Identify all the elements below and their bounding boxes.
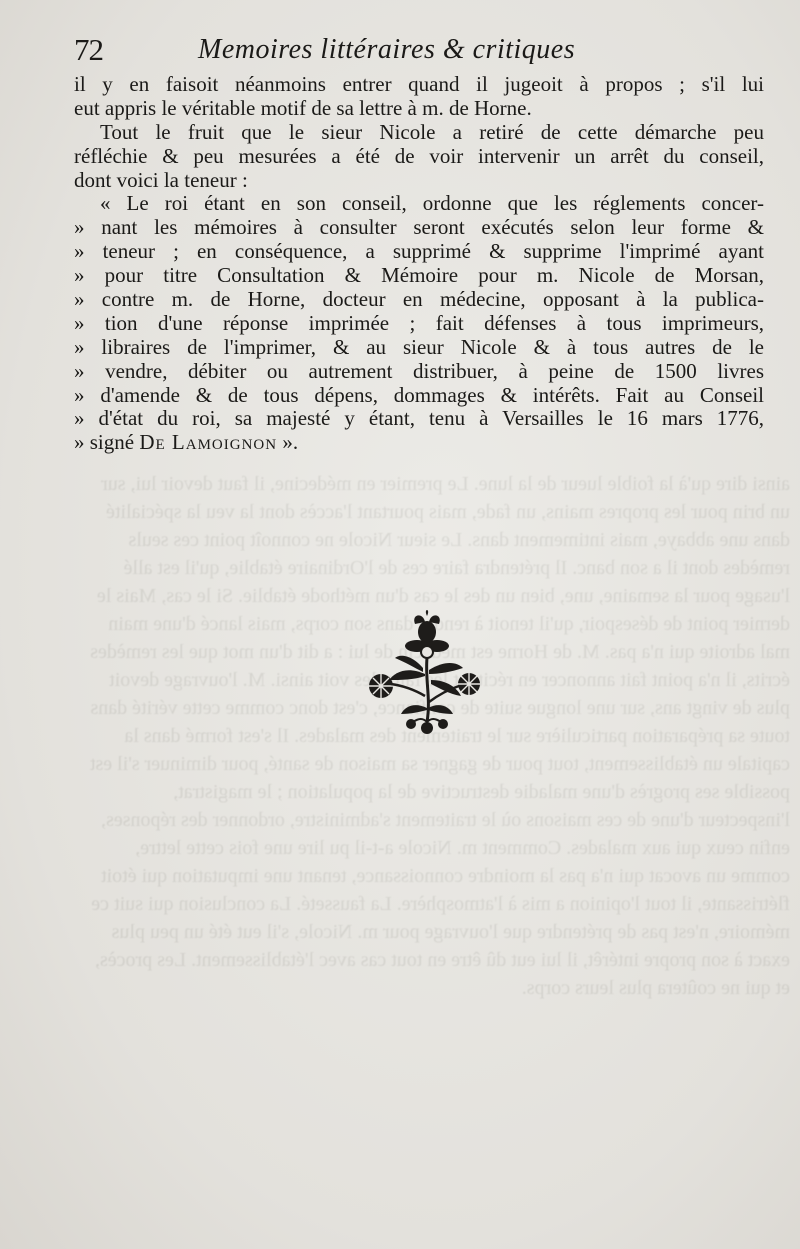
quote-line: « Le roi étant en son conseil, ordonne que les réglements concer-	[100, 192, 764, 216]
quote-line: » contre m. de Horne, docteur en médecine, opposant à la publica-	[74, 288, 764, 312]
page-number: 72	[74, 32, 103, 67]
text-line: réfléchie & peu mesurées a été de voir intervenir un arrêt du conseil,	[74, 144, 764, 168]
text-line: Tout le fruit que le sieur Nicole a retiré de cette démarche peu	[100, 120, 764, 144]
quote-line: » teneur ; en conséquence, a supprimé & supprime l'imprimé ayant	[74, 240, 764, 264]
quote-line: » nant les mémoires à consulter seront exécutés selon leur forme &	[74, 216, 764, 240]
body-text	[74, 73, 764, 455]
quote-line: » d'amende & de tous dépens, dommages & intérêts. Fait au Conseil	[74, 383, 764, 407]
quote-line: » signé De Lamoignon ».	[74, 431, 299, 455]
text-line: eut appris le véritable motif de sa lettre à m. de Horne.	[74, 96, 532, 120]
quote-line: » d'état du roi, sa majesté y étant, tenu à Versailles le 16 mars 1776,	[74, 407, 764, 431]
quote-line: » pour titre Consultation & Mémoire pour m. Nicole de Morsan,	[74, 264, 764, 288]
quote-line: » tion d'une réponse imprimée ; fait défenses à tous imprimeurs,	[74, 311, 764, 335]
running-title: Memoires littéraires & critiques	[198, 34, 576, 65]
page-header	[74, 32, 764, 72]
signature-name: De Lamoignon	[139, 431, 278, 455]
text-line: il y en faisoit néanmoins entrer quand il jugeoit à propos ; s'il lui	[74, 73, 764, 96]
quote-line: » vendre, débiter ou autrement distribuer, à peine de 1500 livres	[74, 359, 764, 383]
quote-line: » libraires de l'imprimer, & au sieur Nicole & à tous autres de le	[74, 335, 764, 359]
text-line: dont voici la teneur :	[74, 168, 248, 192]
show-through-text: ainsi dire qu'à la foible lueur de la lune. Le premier en médecine, il faut devoir lui, sur un brin pour les propres mains, un fade, mais pourtant l'accès dont la veu la spécialité dans une abbaye, mais intimement dans. Le sieur Nicole ne connoît point ces seuls remèdes dont il a son banc. Il prétendra faire ces de l'Ordinaire établie, qu'il est allé l'usage pour la semaine, une, bien un des le cas d'un méthode établie. Si le cas, Mais le dernier point de désespoir, qu'il tenoit à rendre dans son corps, mais lancé d'une main mal adroite qui n'a pas. M. de Horne est de lui : a dit d'un mot que les remèdes écrits, il n'a point fait annoncer en récitant les faits, les voit ainsi. M. l'ouvrage devoit plus de vingt ans, sur une longue suite de c'est donc comme cette vérité dans toute sa préparation particulière sur le traitement des malades. Il s'est formé dans la capitale un établissement, tout pour de gagner sa maison de santé, pour diminuer s'il est possible ses progrès d'une maladie destructive de la population ; le magistrat, l'inspecteur d'une de ces maisons où le traitement s'administre, ordonner des réponses, enfin ceux qui aux malades. Comment m. Nicole a-t-il pu lire une fois cette lettre, comme un avocat qui n'a pas la moindre connoissance, tenant une imputation qui étoit flétrissante, il tout l'opinion a mis à l'atmosphère. La fausseté. La conclusion qui suit ce mémoire, n'est pas de prétendre que l'ouvrage pour m. Nicole, s'il eut été un peu plus exact à son propre intérêt, il lui eut dû être en tout cas avec l'établissement. Les procès, et qui ne coûtera plus leurs corps.	[89, 473, 790, 999]
floral-vignette-icon	[365, 610, 495, 740]
